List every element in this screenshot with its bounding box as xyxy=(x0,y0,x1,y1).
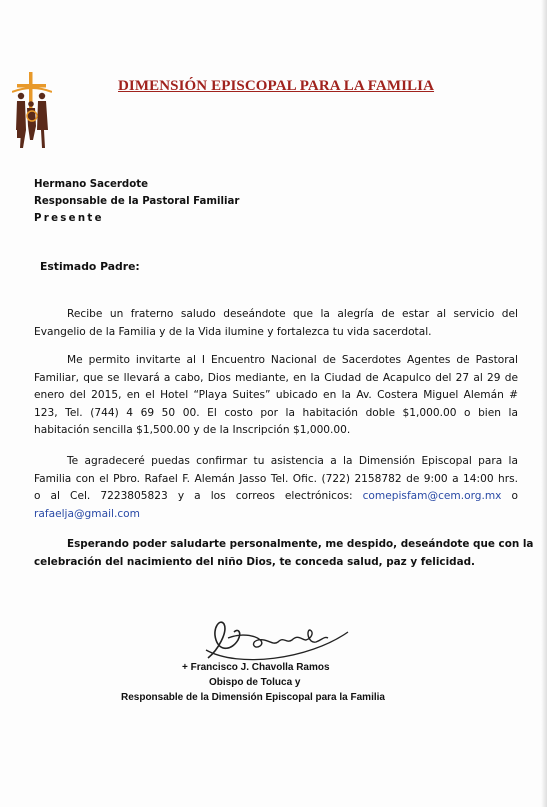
contact-text: o al Cel. 7223805823 y a los correos electrónicos: xyxy=(34,490,363,502)
paragraph-line: Recibe un fraterno saludo deseándote que la alegría de estar al servicio del xyxy=(67,308,518,320)
recipient-block xyxy=(34,176,239,227)
paragraph-line: Familiar, que se llevará a cabo, Dios mediante, en la Ciudad de Acapulco del 27 al 29 de xyxy=(34,371,518,384)
handwritten-signature xyxy=(198,610,358,665)
paragraph-confirmation xyxy=(34,453,518,523)
paragraph-invitation xyxy=(34,352,518,440)
email-link-rafaelja[interactable]: rafaelja@gmail.com xyxy=(34,507,140,520)
paragraph-line: Esperando poder saludarte personalmente, me despido, deseándote que con la xyxy=(67,538,534,550)
letterhead-title: DIMENSIÓN EPISCOPAL PARA LA FAMILIA xyxy=(118,78,435,94)
family-cross-logo-icon xyxy=(12,70,52,152)
paragraph-line-contacts xyxy=(34,488,518,506)
paragraph-line: celebración del nacimiento del niño Dios, te conceda salud, paz y felicidad. xyxy=(34,555,475,568)
paragraph-greeting xyxy=(34,306,518,341)
paragraph-line: enero del 2015, en el Hotel “Playa Suites” ubicado en la Av. Costera Miguel Alemán # xyxy=(34,389,518,401)
recipient-line: Responsable de la Pastoral Familiar xyxy=(34,196,240,207)
paragraph-line: Evangelio de la Familia y de la Vida ilumine y fortalezca tu vida sacerdotal. xyxy=(34,325,432,338)
paragraph-line: Te agradeceré puedas confirmar tu asistencia a la Dimensión Episcopal para la xyxy=(67,455,518,467)
contact-text: o xyxy=(501,490,518,502)
email-link-comepisfam[interactable]: comepisfam@cem.org.mx xyxy=(362,490,502,502)
paragraph-line: habitación sencilla $1,500.00 y de la Inscripción $1,000.00. xyxy=(34,424,351,436)
paragraph-line: Familia con el Pbro. Rafael F. Alemán Jasso Tel. Ofic. (722) 2158782 de 9:00 a 14:00 hrs. xyxy=(34,472,518,485)
greeting: Estimado Padre: xyxy=(40,260,140,273)
signatory-name: + Francisco J. Chavolla Ramos xyxy=(182,662,330,673)
paragraph-line: Me permito invitarte al I Encuentro Nacional de Sacerdotes Agentes de Pastoral xyxy=(67,354,518,366)
paragraph-line: 123, Tel. (744) 4 69 50 00. El costo por la habitación doble $1,000.00 o bien la xyxy=(34,406,518,419)
page-edge-shadow xyxy=(541,0,547,807)
signatory-role: Responsable de la Dimensión Episcopal para la Familia xyxy=(121,692,385,703)
paragraph-farewell xyxy=(34,536,534,571)
recipient-line: Presente xyxy=(34,213,104,224)
signatory-role: Obispo de Toluca y xyxy=(209,677,301,688)
recipient-line: Hermano Sacerdote xyxy=(34,179,149,190)
